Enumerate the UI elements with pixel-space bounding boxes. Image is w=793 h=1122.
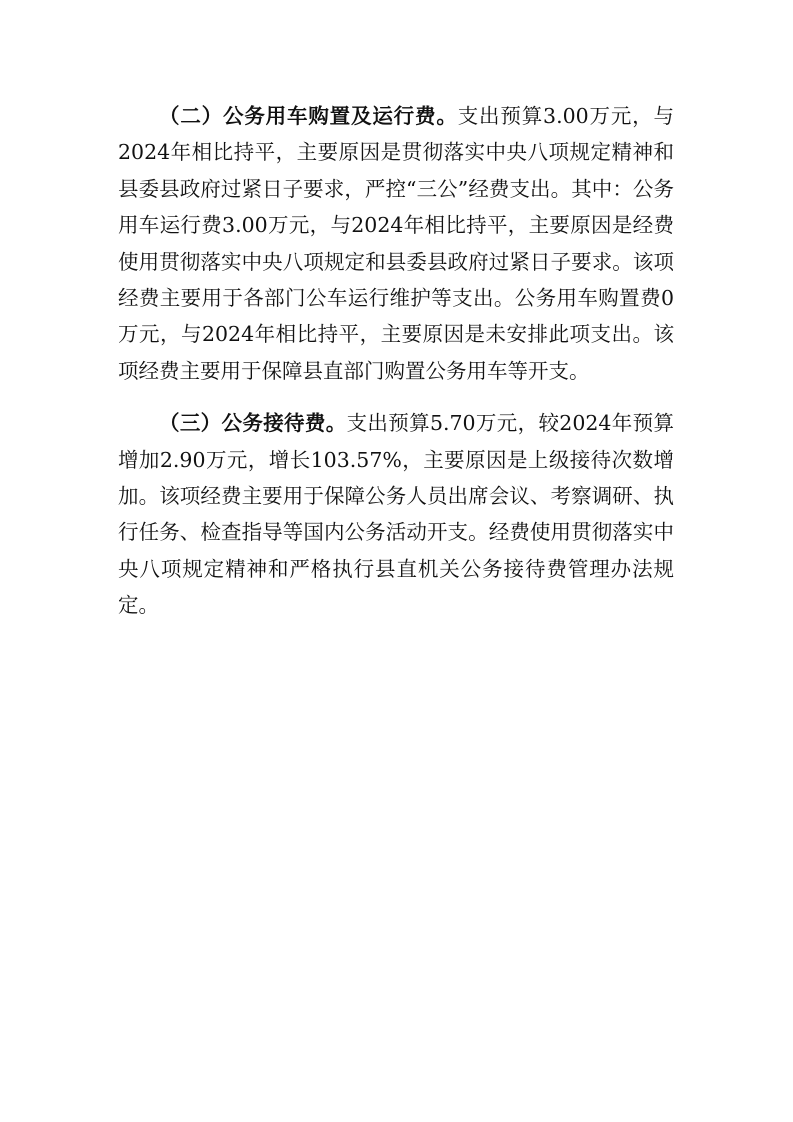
paragraph-heading: （二）公务用车购置及运行费。 bbox=[159, 104, 458, 128]
paragraph-text: 支出预算3.00万元，与2024年相比持平，主要原因是贯彻落实中央八项规定精神和县委县政府过紧日子要求，严控“三公”经费支出。其中：公务用车运行费3.00万元，与2024年相比持平，主要原因是经费使用贯彻落实中央八项规定和县委县政府过紧日子要求。该项经费主要用于各部门公车运行维护等支出。公务用车购置费0万元，与2024年相比持平，主要原因是未安排此项支出。该项经费主要用于保障县直部门购置公务用车等开支。 bbox=[118, 104, 675, 383]
paragraph-vehicle-expenses bbox=[118, 98, 674, 389]
document-body bbox=[118, 98, 674, 624]
paragraph-heading: （三）公务接待费。 bbox=[159, 411, 347, 436]
paragraph-text: 支出预算5.70万元，较2024年预算增加2.90万元，增长103.57%，主要原因是上级接待次数增加。该项经费主要用于保障公务人员出席会议、考察调研、执行任务、检查指导等国内公务活动开支。经费使用贯彻落实中央八项规定精神和严格执行县直机关公务接待费管理办法规定。 bbox=[118, 411, 674, 618]
paragraph-reception-expenses bbox=[118, 405, 674, 623]
